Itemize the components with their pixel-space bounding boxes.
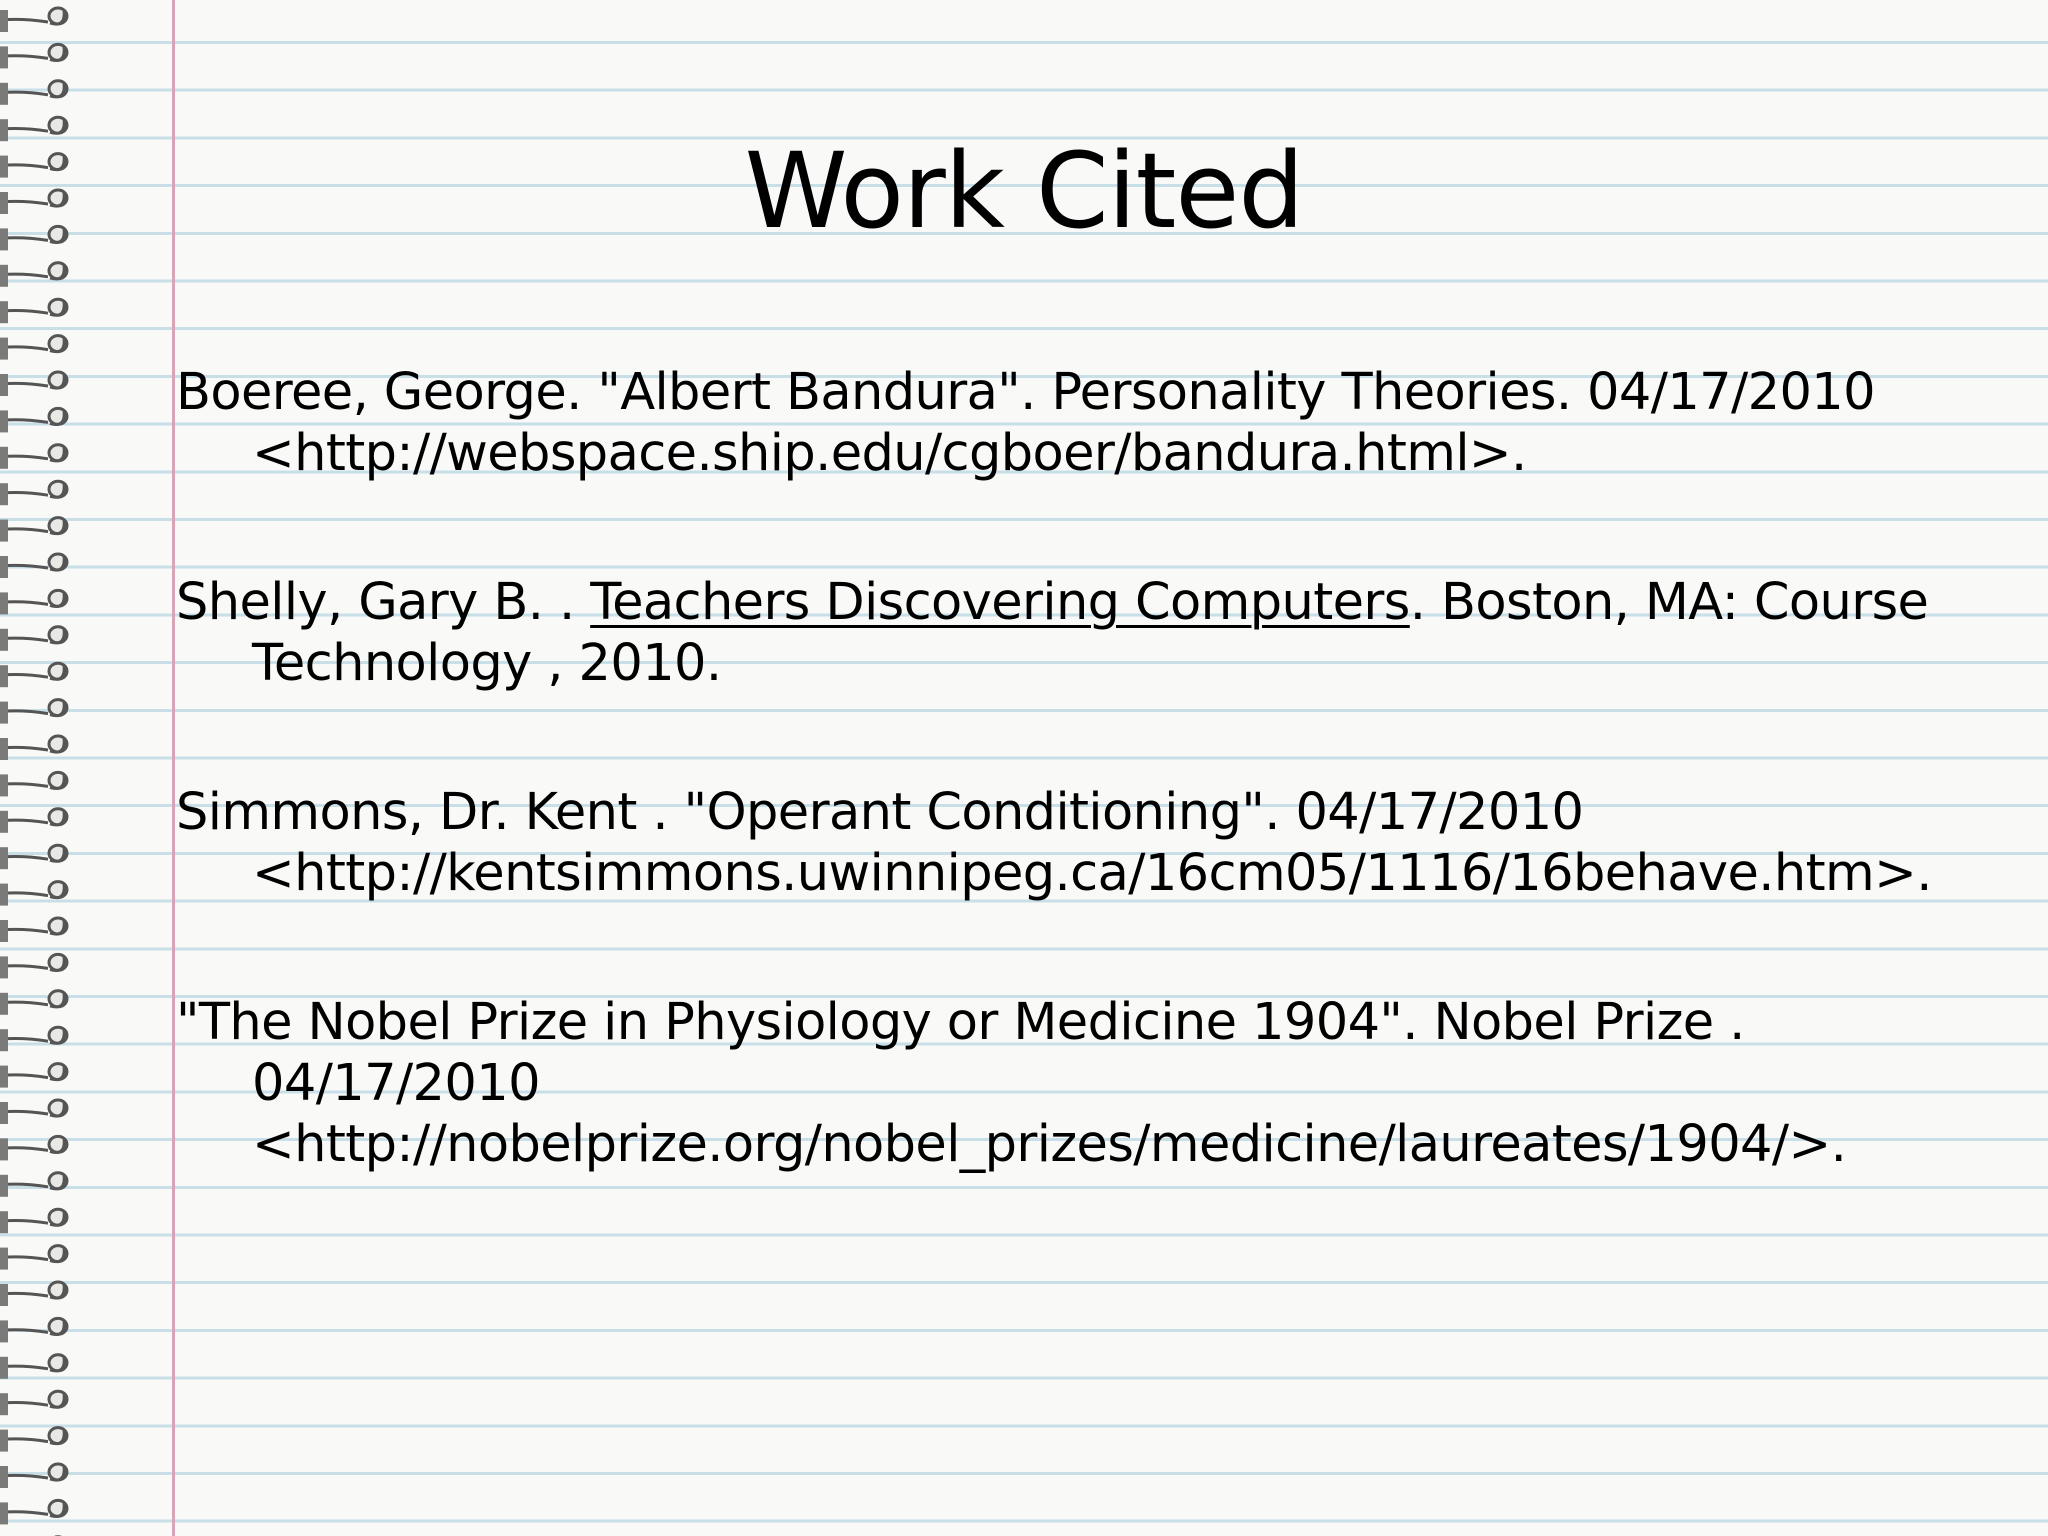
- spiral-ring: [0, 554, 67, 578]
- spiral-ring: [0, 809, 67, 833]
- page-title: [0, 130, 2048, 252]
- spiral-ring: [0, 1246, 67, 1270]
- spiral-ring: [0, 81, 67, 105]
- spiral-ring: [0, 1100, 67, 1124]
- spiral-ring: [0, 772, 67, 796]
- spiral-ring: [0, 700, 67, 724]
- spiral-ring: [0, 518, 67, 542]
- citation-nobel: "The Nobel Prize in Physiology or Medicine 1904". Nobel Prize . 04/17/2010 <http://nobelprize.org/nobel_prizes/medicine/laureates/1904/>.: [176, 993, 1847, 1174]
- page-title-text: Work Cited: [744, 130, 1304, 252]
- spiral-ring: [0, 1064, 67, 1088]
- spiral-ring: [0, 627, 67, 651]
- spiral-ring: [0, 445, 67, 469]
- spiral-ring: [0, 991, 67, 1015]
- spiral-ring: [0, 481, 67, 505]
- spiral-ring: [0, 1027, 67, 1051]
- spiral-ring: [0, 1209, 67, 1233]
- spiral-ring: [0, 918, 67, 942]
- spiral-ring: [0, 263, 67, 287]
- spiral-ring: [0, 1391, 67, 1415]
- citation-shelly-author: Shelly, Gary B. .: [176, 573, 591, 632]
- spiral-ring: [0, 299, 67, 323]
- spiral-ring: [0, 590, 67, 614]
- spiral-ring: [0, 736, 67, 760]
- citation-simmons: Simmons, Dr. Kent . "Operant Conditioning". 04/17/2010 <http://kentsimmons.uwinnipeg.ca/16cm05/1116/16behave.htm>.: [176, 783, 1932, 903]
- citation-shelly-book-title: Teachers Discovering Computers: [590, 573, 1410, 632]
- spiral-ring: [0, 8, 67, 32]
- spiral-ring: [0, 44, 67, 68]
- spiral-ring: [0, 1464, 67, 1488]
- spiral-ring: [0, 408, 67, 432]
- spiral-ring: [0, 1282, 67, 1306]
- citation-list: [176, 362, 2016, 1263]
- spiral-ring: [0, 1355, 67, 1379]
- spiral-ring: [0, 1173, 67, 1197]
- spiral-ring: [0, 1136, 67, 1160]
- spiral-ring: [0, 882, 67, 906]
- spiral-ring: [0, 845, 67, 869]
- spiral-ring: [0, 663, 67, 687]
- spiral-ring: [0, 336, 67, 360]
- spiral-ring: [0, 1428, 67, 1452]
- spiral-ring: [0, 372, 67, 396]
- citation-shelly-publisher: . Boston, MA: Course Technology , 2010.: [252, 573, 1929, 693]
- spiral-ring: [0, 1318, 67, 1342]
- citation-shelly: [176, 572, 2016, 694]
- spiral-ring: [0, 954, 67, 978]
- citation-boeree: Boeree, George. "Albert Bandura". Personality Theories. 04/17/2010 <http://webspace.ship.edu/cgboer/bandura.html>.: [176, 363, 1876, 483]
- spiral-ring: [0, 1500, 67, 1524]
